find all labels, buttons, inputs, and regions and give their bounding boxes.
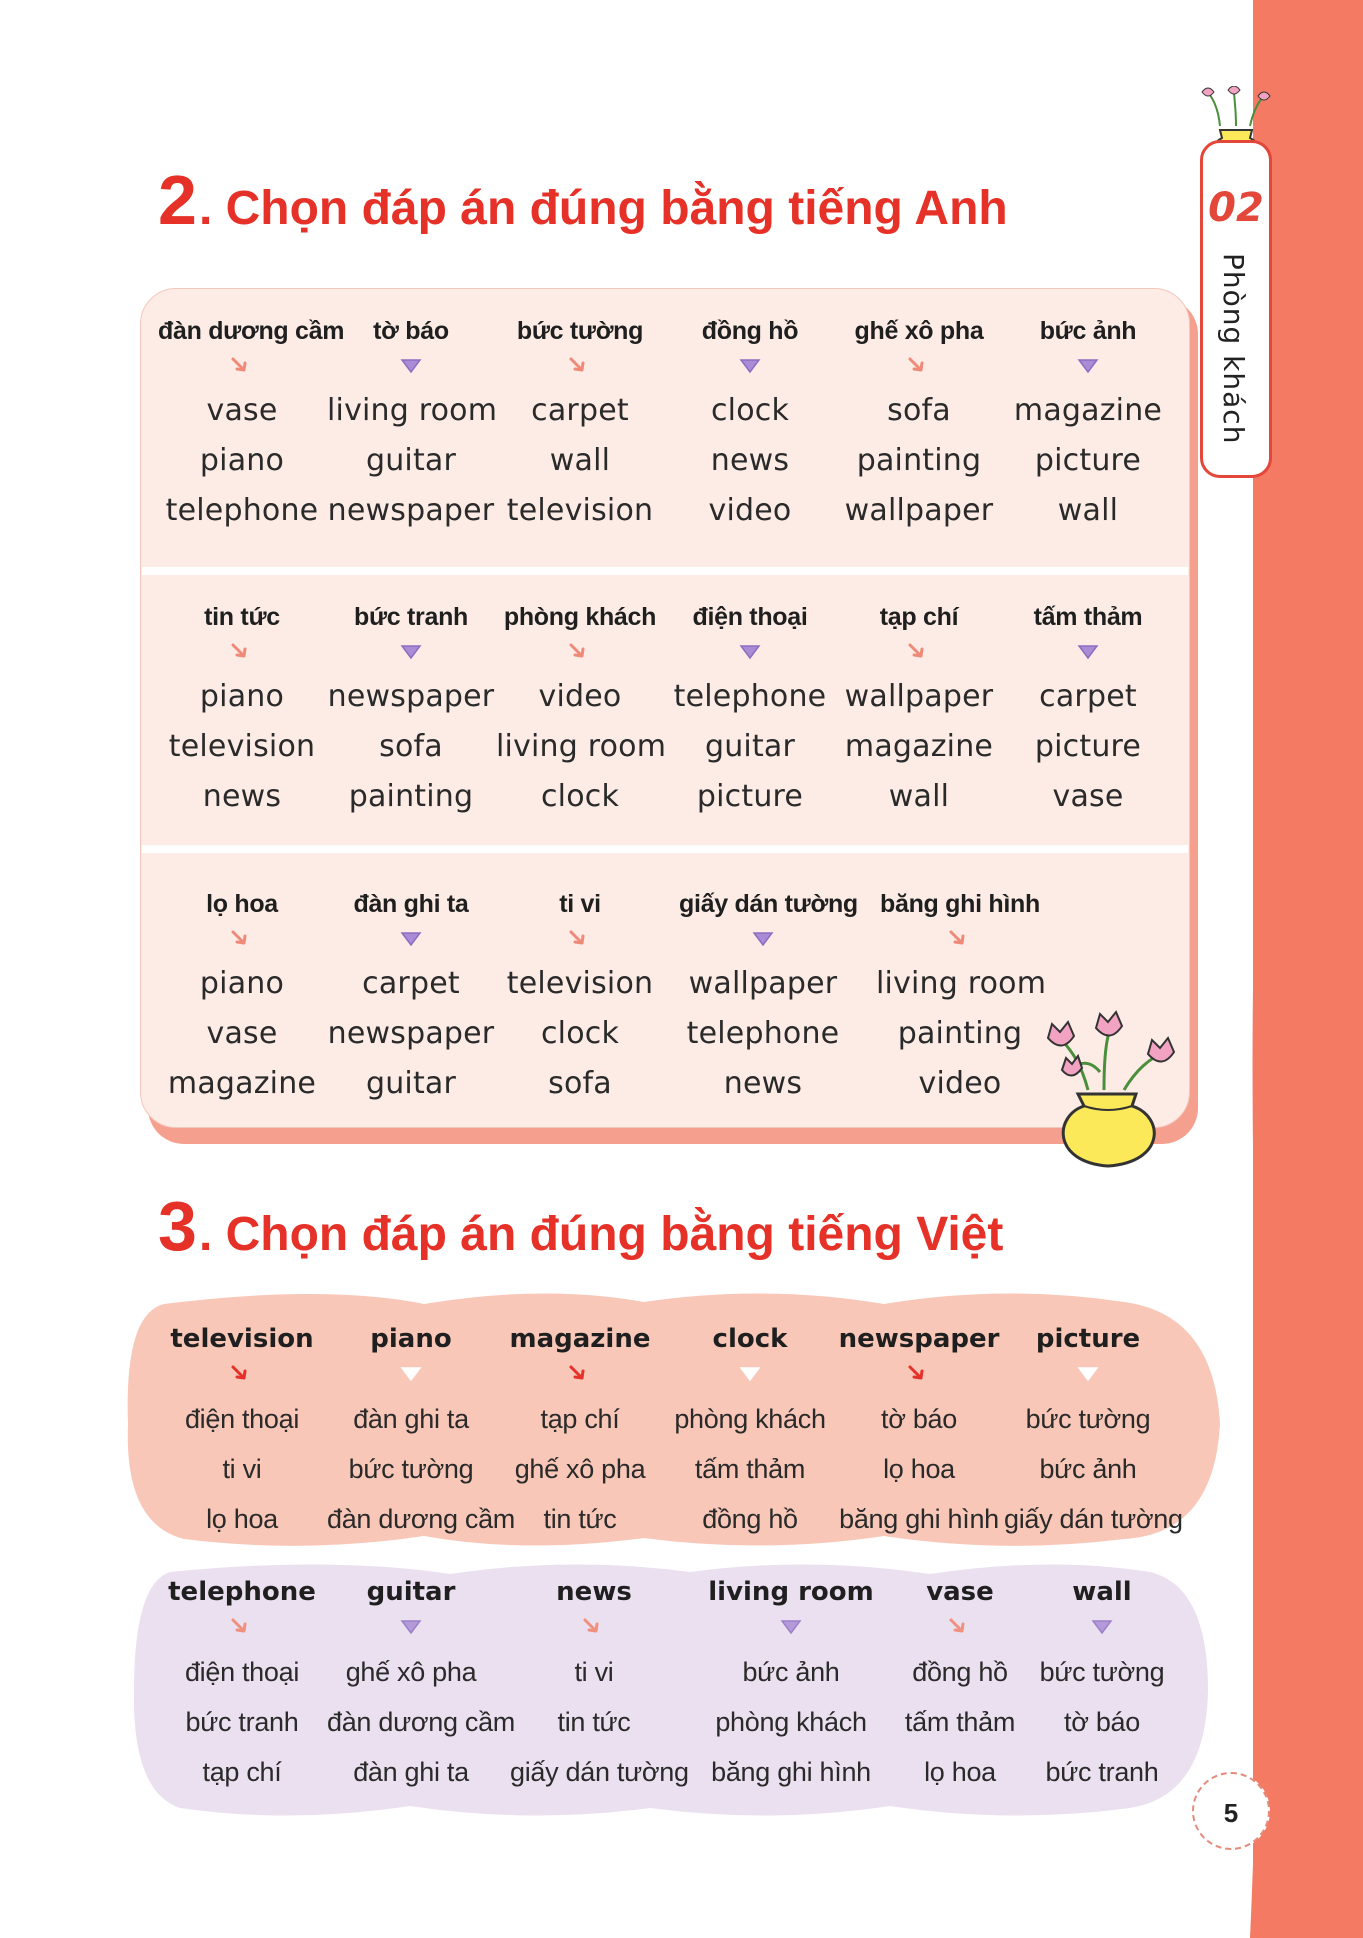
answer-option[interactable]: living room bbox=[876, 966, 1047, 1001]
answer-option[interactable]: bức tranh bbox=[185, 1707, 299, 1737]
answer-option[interactable]: living room bbox=[327, 393, 498, 428]
answer-option[interactable]: tờ báo bbox=[881, 1404, 957, 1434]
question-word: living room bbox=[708, 1577, 874, 1607]
answer-option[interactable]: video bbox=[538, 679, 622, 714]
page-number: 5 bbox=[1192, 1772, 1270, 1850]
answer-option[interactable]: newspaper bbox=[327, 1016, 495, 1051]
question-word: guitar bbox=[366, 1577, 456, 1607]
answer-option[interactable]: carpet bbox=[1039, 679, 1137, 714]
question-word: tin tức bbox=[204, 603, 280, 631]
question-2-2 bbox=[327, 602, 495, 822]
question-2-4 bbox=[666, 602, 834, 822]
answer-option[interactable]: clock bbox=[540, 779, 620, 814]
triangle-down-icon bbox=[1018, 1607, 1186, 1647]
answer-option[interactable]: guitar bbox=[365, 443, 457, 478]
answer-option[interactable]: wall bbox=[1057, 493, 1119, 528]
answer-option[interactable]: sofa bbox=[887, 393, 951, 428]
answer-option[interactable]: painting bbox=[348, 779, 474, 814]
arrow-down-right-icon bbox=[496, 346, 664, 386]
section-tab bbox=[1200, 140, 1272, 478]
arrow-down-right-icon bbox=[158, 346, 326, 386]
answer-option[interactable]: đàn dương cầm bbox=[327, 1504, 515, 1534]
question-word: telephone bbox=[168, 1577, 316, 1607]
question-word: giấy dán tường bbox=[679, 890, 858, 918]
answer-option[interactable]: living room bbox=[496, 729, 667, 764]
answer-option[interactable]: vase bbox=[206, 393, 278, 428]
section-number: 02 bbox=[1208, 185, 1264, 231]
question-word: wall bbox=[1072, 1577, 1132, 1607]
arrow-down-right-icon bbox=[158, 919, 326, 959]
question-word: vase bbox=[926, 1577, 994, 1607]
triangle-down-icon bbox=[1004, 346, 1172, 386]
triangle-down-icon bbox=[679, 919, 847, 959]
question-2-3 bbox=[496, 602, 667, 822]
answer-option[interactable]: ti vi bbox=[222, 1454, 262, 1484]
exercise-3-number: 3 bbox=[158, 1187, 197, 1265]
triangle-down-icon bbox=[327, 919, 495, 959]
arrow-down-right-icon bbox=[835, 1354, 1003, 1394]
question-word: ghế xô pha bbox=[854, 317, 984, 345]
arrow-down-right-icon bbox=[510, 1607, 678, 1647]
answer-option[interactable]: clock bbox=[540, 1016, 620, 1051]
question-word: tấm thảm bbox=[1033, 603, 1143, 631]
answer-option[interactable]: băng ghi hình bbox=[839, 1504, 999, 1534]
answer-option[interactable]: newspaper bbox=[327, 679, 495, 714]
question-2-3 bbox=[510, 1577, 689, 1797]
answer-option[interactable]: clock bbox=[710, 393, 790, 428]
row-divider bbox=[142, 567, 1188, 575]
answer-option[interactable]: đàn ghi ta bbox=[353, 1757, 469, 1787]
question-word: tờ báo bbox=[373, 317, 449, 345]
question-3-5 bbox=[876, 889, 1047, 1109]
answer-option[interactable]: bức ảnh bbox=[1039, 1454, 1137, 1484]
question-3-1 bbox=[158, 889, 326, 1109]
answer-option[interactable]: video bbox=[708, 493, 792, 528]
question-3-2 bbox=[327, 889, 495, 1109]
question-word: đồng hồ bbox=[701, 317, 799, 345]
answer-option[interactable]: đồng hồ bbox=[702, 1504, 798, 1534]
question-word: lọ hoa bbox=[206, 890, 278, 918]
answer-option[interactable]: sofa bbox=[379, 729, 443, 764]
answer-option[interactable]: tạp chí bbox=[202, 1757, 282, 1787]
question-3-4 bbox=[679, 889, 858, 1109]
answer-option[interactable]: television bbox=[506, 493, 654, 528]
answer-option[interactable]: video bbox=[918, 1066, 1002, 1101]
triangle-down-icon bbox=[666, 1354, 834, 1394]
answer-option[interactable]: guitar bbox=[704, 729, 796, 764]
answer-option[interactable]: tấm thảm bbox=[694, 1454, 806, 1484]
question-1-1 bbox=[158, 1324, 326, 1544]
exercise-3-title: . Chọn đáp án đúng bằng tiếng Việt bbox=[198, 1208, 1004, 1261]
arrow-down-right-icon bbox=[158, 632, 326, 672]
triangle-down-icon bbox=[707, 1607, 875, 1647]
answer-option[interactable]: piano bbox=[199, 443, 285, 478]
triangle-down-icon bbox=[327, 632, 495, 672]
answer-option[interactable]: ti vi bbox=[574, 1657, 614, 1687]
question-word: đàn ghi ta bbox=[353, 890, 469, 918]
question-word: tạp chí bbox=[879, 603, 959, 631]
question-1-3 bbox=[496, 1324, 664, 1544]
answer-option[interactable]: telephone bbox=[165, 493, 319, 528]
answer-option[interactable]: đàn ghi ta bbox=[353, 1404, 469, 1434]
answer-option[interactable]: picture bbox=[1034, 729, 1142, 764]
triangle-down-icon bbox=[327, 1354, 495, 1394]
answer-option[interactable]: television bbox=[168, 729, 316, 764]
question-1-2 bbox=[327, 1324, 515, 1544]
triangle-down-icon bbox=[666, 346, 834, 386]
answer-option[interactable]: giấy dán tường bbox=[510, 1757, 689, 1787]
answer-option[interactable]: piano bbox=[199, 679, 285, 714]
answer-option[interactable]: piano bbox=[199, 966, 285, 1001]
triangle-down-icon bbox=[327, 1607, 495, 1647]
arrow-down-right-icon bbox=[876, 919, 1044, 959]
exercise-2-heading bbox=[158, 160, 1008, 240]
arrow-down-right-icon bbox=[835, 346, 1003, 386]
answer-option[interactable]: ghế xô pha bbox=[345, 1657, 477, 1687]
arrow-down-right-icon bbox=[835, 632, 1003, 672]
answer-option[interactable]: đồng hồ bbox=[912, 1657, 1008, 1687]
arrow-down-right-icon bbox=[158, 1607, 326, 1647]
answer-option[interactable]: picture bbox=[1034, 443, 1142, 478]
triangle-down-icon bbox=[327, 346, 495, 386]
question-1-2 bbox=[327, 316, 498, 536]
answer-option[interactable]: giấy dán tường bbox=[1004, 1504, 1183, 1534]
answer-option[interactable]: wall bbox=[888, 779, 950, 814]
question-2-4 bbox=[707, 1577, 875, 1797]
answer-option[interactable]: bức ảnh bbox=[742, 1657, 840, 1687]
answer-option[interactable]: guitar bbox=[365, 1066, 457, 1101]
question-3-3 bbox=[496, 889, 664, 1109]
exercise-3-heading bbox=[158, 1186, 1003, 1266]
answer-option[interactable]: tin tức bbox=[543, 1504, 617, 1534]
question-word: piano bbox=[370, 1324, 452, 1354]
answer-option[interactable]: wallpaper bbox=[844, 679, 994, 714]
question-2-1 bbox=[158, 602, 326, 822]
answer-option[interactable]: tấm thảm bbox=[904, 1707, 1016, 1737]
question-word: television bbox=[170, 1324, 314, 1354]
answer-option[interactable]: bức tường bbox=[1025, 1404, 1151, 1434]
answer-option[interactable]: picture bbox=[696, 779, 804, 814]
answer-option[interactable]: đàn dương cầm bbox=[327, 1707, 515, 1737]
answer-option[interactable]: wallpaper bbox=[688, 966, 838, 1001]
answer-option[interactable]: lọ hoa bbox=[924, 1757, 996, 1787]
question-1-3 bbox=[496, 316, 664, 536]
question-word: điện thoại bbox=[692, 603, 808, 631]
arrow-down-right-icon bbox=[158, 1354, 326, 1394]
question-1-5 bbox=[835, 316, 1003, 536]
answer-option[interactable]: painting bbox=[856, 443, 982, 478]
answer-option[interactable]: wallpaper bbox=[844, 493, 994, 528]
answer-option[interactable]: carpet bbox=[531, 393, 629, 428]
arrow-down-right-icon bbox=[496, 919, 664, 959]
answer-option[interactable]: vase bbox=[1052, 779, 1124, 814]
question-1-1 bbox=[158, 316, 345, 536]
question-word: magazine bbox=[509, 1324, 651, 1354]
answer-option[interactable]: lọ hoa bbox=[883, 1454, 955, 1484]
triangle-down-icon bbox=[1004, 1354, 1172, 1394]
answer-option[interactable]: news bbox=[202, 779, 282, 814]
answer-option[interactable]: news bbox=[710, 443, 790, 478]
question-2-2 bbox=[327, 1577, 515, 1797]
question-1-4 bbox=[666, 316, 834, 536]
answer-option[interactable]: băng ghi hình bbox=[711, 1757, 871, 1787]
answer-option[interactable]: sofa bbox=[548, 1066, 612, 1101]
question-word: newspaper bbox=[838, 1324, 1000, 1354]
section-title: Phòng khách bbox=[1217, 253, 1250, 445]
answer-option[interactable]: telephone bbox=[686, 1016, 840, 1051]
question-word: ti vi bbox=[559, 890, 601, 918]
question-word: đàn dương cầm bbox=[158, 317, 345, 345]
answer-option[interactable]: điện thoại bbox=[184, 1657, 300, 1687]
answer-option[interactable]: magazine bbox=[167, 1066, 317, 1101]
triangle-down-icon bbox=[666, 632, 834, 672]
question-2-6 bbox=[1018, 1577, 1186, 1797]
question-word: clock bbox=[712, 1324, 788, 1354]
answer-option[interactable]: vase bbox=[206, 1016, 278, 1051]
answer-option[interactable]: television bbox=[506, 966, 654, 1001]
answer-option[interactable]: magazine bbox=[1013, 393, 1163, 428]
question-word: bức tranh bbox=[353, 603, 469, 631]
answer-option[interactable]: tin tức bbox=[557, 1707, 631, 1737]
answer-option[interactable]: bức tường bbox=[348, 1454, 474, 1484]
answer-option[interactable]: magazine bbox=[844, 729, 994, 764]
answer-option[interactable]: tờ báo bbox=[1064, 1707, 1140, 1737]
question-2-5 bbox=[835, 602, 1003, 822]
question-word: bức ảnh bbox=[1039, 317, 1137, 345]
answer-option[interactable]: carpet bbox=[362, 966, 460, 1001]
question-1-6 bbox=[1004, 316, 1172, 536]
arrow-down-right-icon bbox=[496, 632, 664, 672]
row-divider bbox=[142, 845, 1188, 853]
answer-option[interactable]: bức tranh bbox=[1045, 1757, 1159, 1787]
answer-option[interactable]: phòng khách bbox=[674, 1404, 826, 1434]
question-word: picture bbox=[1035, 1324, 1141, 1354]
triangle-down-icon bbox=[1004, 632, 1172, 672]
question-2-1 bbox=[158, 1577, 326, 1797]
answer-option[interactable]: news bbox=[723, 1066, 803, 1101]
question-1-4 bbox=[666, 1324, 834, 1544]
answer-option[interactable]: điện thoại bbox=[184, 1404, 300, 1434]
question-1-6 bbox=[1004, 1324, 1183, 1544]
answer-option[interactable]: tạp chí bbox=[540, 1404, 620, 1434]
answer-option[interactable]: newspaper bbox=[327, 493, 495, 528]
answer-option[interactable]: telephone bbox=[673, 679, 827, 714]
answer-option[interactable]: wall bbox=[549, 443, 611, 478]
arrow-down-right-icon bbox=[496, 1354, 664, 1394]
exercise-2-title: . Chọn đáp án đúng bằng tiếng Anh bbox=[198, 182, 1008, 235]
question-2-6 bbox=[1004, 602, 1172, 822]
question-word: bức tường bbox=[516, 317, 644, 345]
answer-option[interactable]: lọ hoa bbox=[206, 1504, 278, 1534]
flower-vase-icon bbox=[1040, 1010, 1180, 1170]
question-word: băng ghi hình bbox=[880, 890, 1040, 918]
question-word: news bbox=[556, 1577, 632, 1607]
question-word: phòng khách bbox=[503, 603, 657, 631]
answer-option[interactable]: bức tường bbox=[1039, 1657, 1165, 1687]
question-1-5 bbox=[835, 1324, 1003, 1544]
answer-option[interactable]: ghế xô pha bbox=[514, 1454, 646, 1484]
answer-option[interactable]: phòng khách bbox=[715, 1707, 867, 1737]
answer-option[interactable]: painting bbox=[897, 1016, 1023, 1051]
exercise-2-number: 2 bbox=[158, 161, 197, 239]
